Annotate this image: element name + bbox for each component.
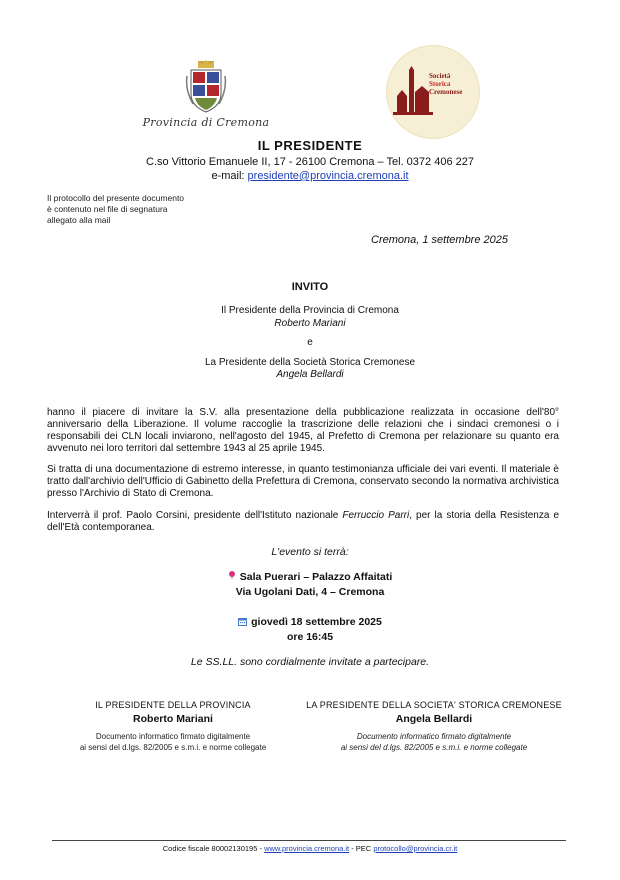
provincia-name: Provincia di Cremona [142,116,270,129]
event-time: ore 16:45 [286,631,334,643]
signature-right-name: Angela Bellardi [395,713,473,725]
footer-pec-link[interactable]: protocollo@provincia.cr.it [373,844,458,853]
societa-line-1: Società [429,72,451,80]
footer-divider [52,840,566,841]
email-label: e-mail: [211,170,245,182]
footer [0,844,620,853]
societa-line-2: Storica [429,80,451,88]
invito-title: INVITO [291,281,329,293]
invito-host-1-name: Roberto Mariani [274,317,346,329]
signature-left-role: IL PRESIDENTE DELLA PROVINCIA [95,700,251,710]
paragraph-3-start: Interverrà il prof. Paolo Corsini, presidente dell'Istituto nazionale [47,510,343,521]
location-pin-icon [228,571,236,579]
signature-right-note-1: Documento informatico firmato digitalmente [356,732,512,741]
protocol-line-3: allegato alla mail [47,215,111,225]
invito-host-2: La Presidente della Società Storica Cremonese [204,356,416,368]
document-date: Cremona, 1 settembre 2025 [371,234,508,246]
event-venue-block [0,570,620,600]
invito-host-2-name: Angela Bellardi [276,369,344,380]
cremona-skyline-icon [393,66,433,118]
paragraph-1: hanno il piacere di invitare la S.V. alla presentazione della pubblicazione realizzata in occasione dell'80° anniversario della Liberazione. Il volume raccoglie la trascrizione delle relazioni che i sindaci cremonesi o i responsabili dei CLN locali inviarono, nell'agosto del 1945, al Prefetto di Cremona per relazionare su quanto era avvenuto nei loro territori dal settembre 1943 al 25 aprile 1945. [47,407,559,454]
calendar-icon [238,617,247,626]
letterhead [100,138,520,183]
event-date: giovedì 18 settembre 2025 [251,616,382,628]
page-title: IL PRESIDENTE [257,138,363,153]
event-label: L'evento si terrà: [271,546,349,558]
protocol-line-1: Il protocollo del presente documento [47,193,185,203]
signature-right [300,700,568,753]
signature-left-note-1: Documento informatico firmato digitalmente [95,732,251,741]
provincia-crest-icon [185,60,227,114]
invito-host-1: Il Presidente della Provincia di Cremona [221,305,399,316]
event-address: Via Ugolani Dati, 4 – Cremona [235,586,385,598]
letterhead-email-line [100,169,520,183]
letterhead-address: C.so Vittorio Emanuele II, 17 - 26100 Cremona – Tel. 0372 406 227 [146,156,474,168]
paragraph-2: Si tratta di una documentazione di estremo interesse, in quanto testimonianza ufficiale dei vari eventi. Il materiale è tratto dall'archivio dell'Ufficio di Gabinetto della Prefettura di Cremona, conservato secondo la normativa archivistica presso l'Archivio di Stato di Cremona. [47,464,559,499]
invito-conjunction: e [307,337,313,348]
paragraph-3-end: , per la storia della Resistenza e dell'Età contemporanea. [47,510,560,533]
paragraph-3 [47,510,559,534]
signature-left-name: Roberto Mariani [133,713,213,725]
protocol-note [47,193,247,226]
paragraph-3-italic: Ferruccio Parri [342,510,410,521]
event-when-block [0,615,620,645]
footer-website-link[interactable]: www.provincia.cremona.it [264,844,350,853]
signature-left-note-2: ai sensi del d.lgs. 82/2005 e s.m.i. e norme collegate [79,743,267,752]
invited-line: Le SS.LL. sono cordialmente invitate a partecipare. [190,656,430,668]
signature-right-note-2: ai sensi del d.lgs. 82/2005 e s.m.i. e norme collegate [340,743,528,752]
footer-fiscal-code: Codice fiscale 80002130195 - [162,844,262,853]
protocol-line-2: è contenuto nel file di segnatura [47,204,168,214]
provincia-logo [136,60,276,129]
event-venue: Sala Puerari – Palazzo Affaitati [239,571,393,583]
footer-pec-label: - PEC [351,844,372,853]
signature-left [38,700,308,753]
signature-right-role: LA PRESIDENTE DELLA SOCIETA' STORICA CREMONESE [306,700,562,710]
invito-intro [0,305,620,382]
societa-storica-logo [386,45,480,139]
societa-line-3: Cremonese [429,88,463,96]
email-link[interactable]: presidente@provincia.cremona.it [247,170,409,182]
